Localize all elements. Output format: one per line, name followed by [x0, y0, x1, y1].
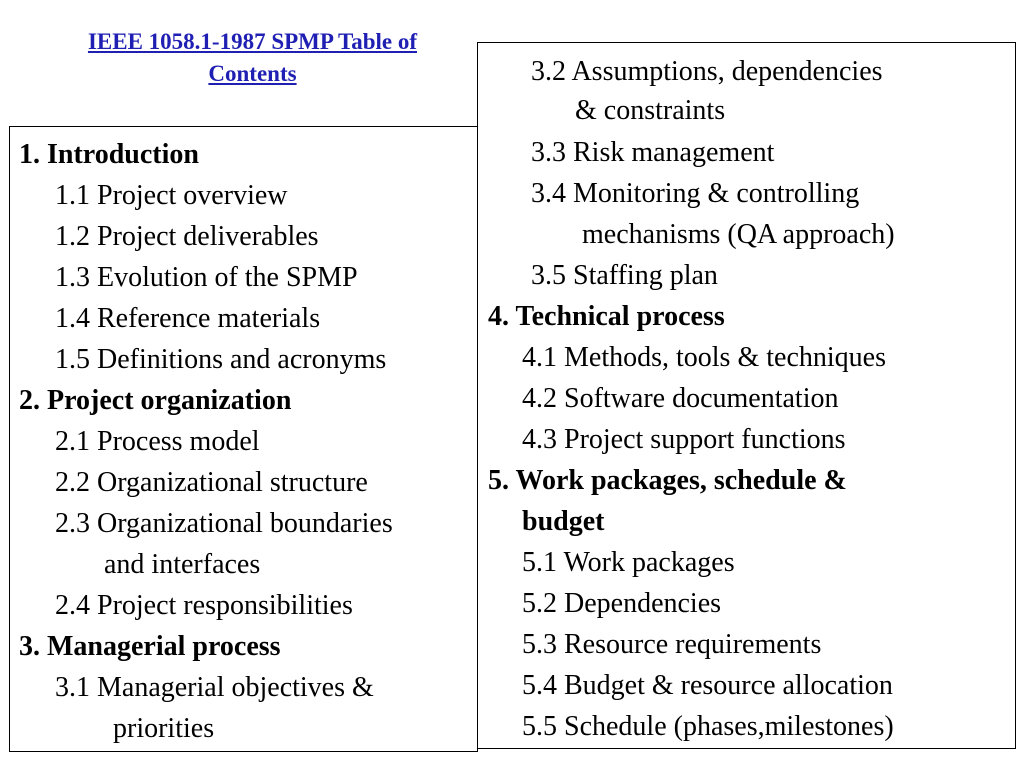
toc-item: 3.5 Staffing plan [531, 260, 718, 291]
toc-item: 1.3 Evolution of the SPMP [55, 262, 358, 293]
title-line-1: IEEE 1058.1-1987 SPMP Table of [87, 29, 418, 54]
toc-item: 1.1 Project overview [55, 180, 288, 211]
section-heading-work-packages: 5. Work packages, schedule & [488, 465, 847, 496]
toc-item: 3.4 Monitoring & controlling [531, 178, 860, 209]
toc-item: 5.1 Work packages [522, 547, 735, 578]
toc-item-continuation: mechanisms (QA approach) [582, 219, 895, 250]
toc-item: 5.2 Dependencies [522, 588, 722, 619]
toc-item: 2.2 Organizational structure [55, 467, 368, 498]
page-title [40, 26, 465, 90]
toc-item: 5.5 Schedule (phases,milestones) [522, 711, 894, 742]
section-heading-project-organization: 2. Project organization [19, 385, 292, 416]
toc-item: 2.3 Organizational boundaries [55, 508, 393, 539]
section-heading-continuation: budget [522, 506, 605, 537]
toc-item: 5.4 Budget & resource allocation [522, 670, 893, 701]
toc-item: 1.4 Reference materials [55, 303, 321, 334]
toc-item: 3.2 Assumptions, dependencies [531, 56, 883, 87]
toc-item: 3.3 Risk management [531, 137, 775, 168]
title-line-2: Contents [208, 61, 297, 86]
section-heading-technical-process: 4. Technical process [488, 301, 725, 332]
toc-item: 2.4 Project responsibilities [55, 590, 353, 621]
toc-item: 2.1 Process model [55, 426, 260, 457]
toc-item: 1.2 Project deliverables [55, 221, 319, 252]
toc-item: 4.1 Methods, tools & techniques [522, 342, 886, 373]
toc-item: 3.1 Managerial objectives & [55, 672, 374, 703]
section-heading-managerial-process: 3. Managerial process [19, 631, 281, 662]
toc-item: 4.2 Software documentation [522, 383, 839, 414]
toc-item-continuation: priorities [113, 713, 215, 744]
toc-item-continuation: & constraints [575, 95, 726, 126]
toc-item-continuation: and interfaces [104, 549, 261, 580]
toc-item: 5.3 Resource requirements [522, 629, 822, 660]
section-heading-introduction: 1. Introduction [19, 139, 199, 170]
toc-item: 4.3 Project support functions [522, 424, 846, 455]
toc-item: 1.5 Definitions and acronyms [55, 344, 387, 375]
